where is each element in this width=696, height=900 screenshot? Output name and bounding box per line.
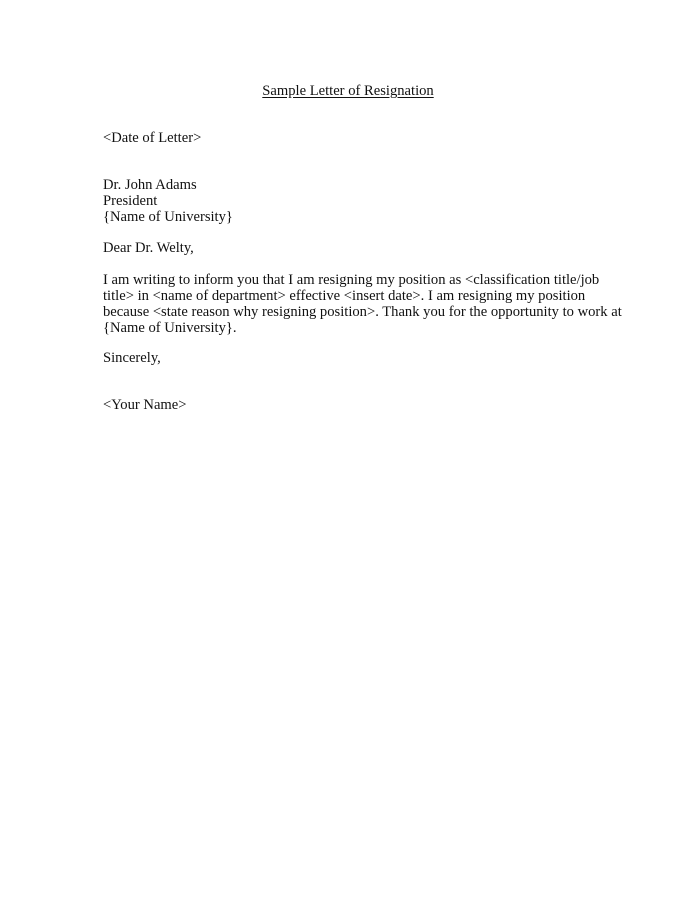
- document-title: Sample Letter of Resignation: [262, 83, 434, 99]
- body-line: {Name of University}.: [103, 320, 237, 336]
- signature-placeholder: <Your Name>: [103, 397, 187, 413]
- body-line: because <state reason why resigning position>. Thank you for the opportunity to work at: [103, 304, 622, 320]
- body-paragraph: [103, 272, 622, 336]
- recipient-title: President: [103, 193, 158, 209]
- body-line: title> in <name of department> effective <insert date>. I am resigning my position: [103, 288, 586, 304]
- date-placeholder: <Date of Letter>: [103, 130, 202, 146]
- body-line: I am writing to inform you that I am resigning my position as <classification title/job: [103, 272, 600, 288]
- salutation: Dear Dr. Welty,: [103, 240, 194, 256]
- recipient-organization: {Name of University}: [103, 209, 233, 225]
- closing: Sincerely,: [103, 350, 161, 366]
- recipient-name: Dr. John Adams: [103, 177, 197, 193]
